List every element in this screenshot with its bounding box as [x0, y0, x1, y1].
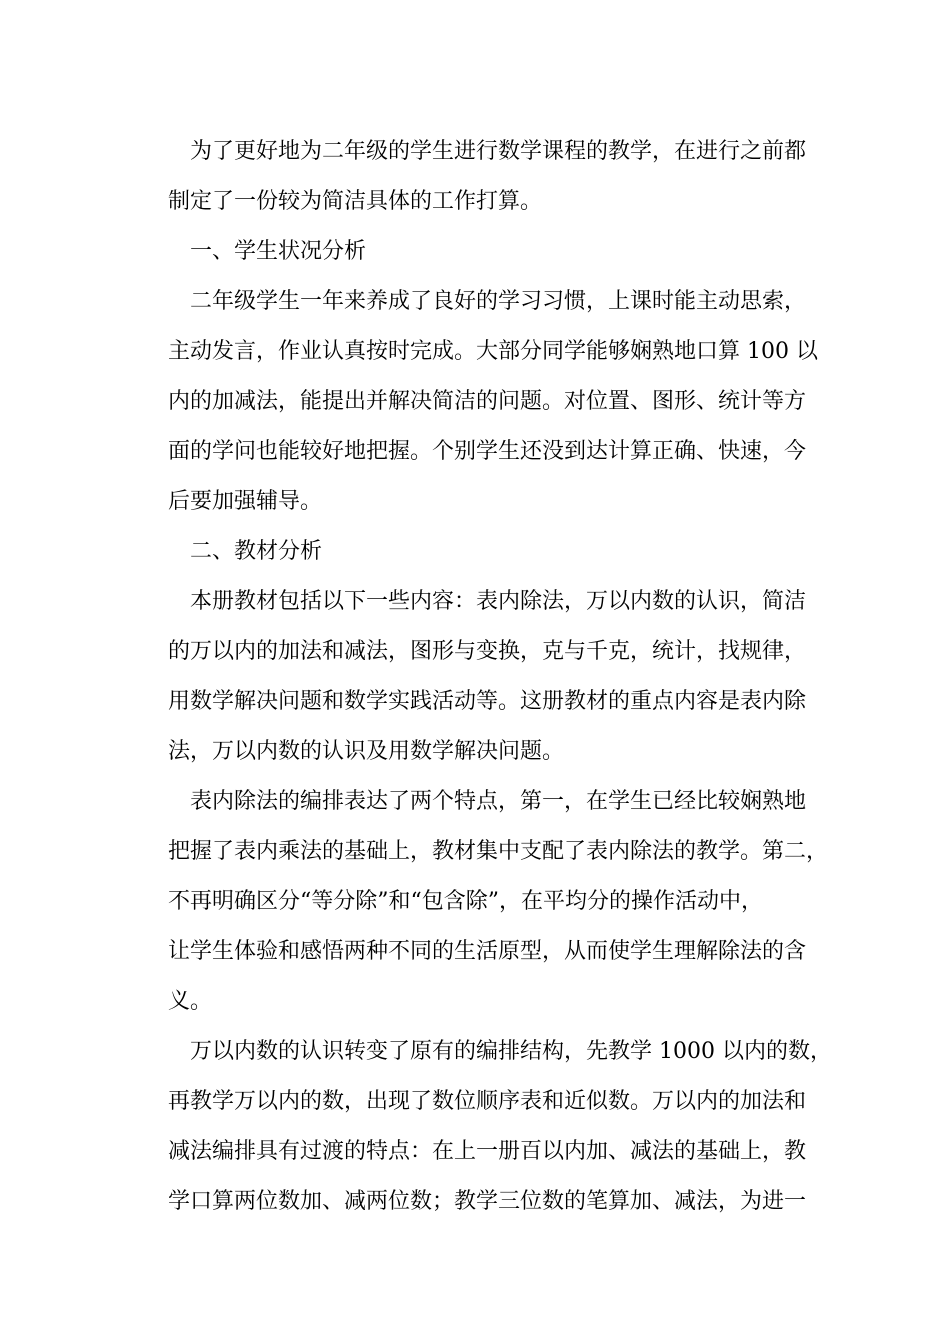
text-line: 万以内数的认识转变了原有的编排结构，先教学 1000 以内的数， — [190, 1039, 832, 1064]
section-heading-textbook-analysis — [146, 527, 826, 577]
paragraph-textbook-contents — [146, 577, 826, 777]
text-line: 表内除法的编排表达了两个特点，第一，在学生已经比较娴熟地 — [190, 789, 807, 814]
text-line: 制定了一份较为简洁具体的工作打算。 — [168, 189, 543, 214]
text-line: 的万以内的加法和减法，图形与变换，克与千克，统计，找规律， — [168, 639, 807, 664]
text-line: 再教学万以内的数，出现了数位顺序表和近似数。万以内的加法和 — [168, 1089, 807, 1114]
document-body — [146, 127, 832, 1227]
text-line: 把握了表内乘法的基础上，教材集中支配了表内除法的教学。第二， — [168, 839, 829, 864]
text-line: 义。 — [168, 989, 213, 1014]
text-line: 二年级学生一年来养成了良好的学习习惯，上课时能主动思索， — [190, 289, 807, 314]
text-line: 面的学问也能较好地把握。个别学生还没到达计算正确、快速，今 — [168, 439, 807, 464]
paragraph-student-analysis — [146, 277, 826, 527]
text-line: 法，万以内数的认识及用数学解决问题。 — [168, 739, 565, 764]
section-heading: 二、教材分析 — [190, 539, 323, 564]
text-line: 内的加减法，能提出并解决简洁的问题。对位置、图形、统计等方 — [168, 389, 807, 414]
section-heading: 一、学生状况分析 — [190, 239, 367, 264]
section-heading-student-analysis — [146, 227, 826, 277]
text-line: 让学生体验和感悟两种不同的生活原型，从而使学生理解除法的含 — [168, 939, 807, 964]
text-line: 学口算两位数加、减两位数；教学三位数的笔算加、减法，为进一 — [168, 1189, 807, 1214]
paragraph-intro — [146, 127, 826, 227]
paragraph-division — [146, 777, 829, 1027]
text-line: 用数学解决问题和数学实践活动等。这册教材的重点内容是表内除 — [168, 689, 807, 714]
text-line: 后要加强辅导。 — [168, 489, 323, 514]
text-line: 不再明确区分“等分除”和“包含除”，在平均分的操作活动中， — [168, 889, 763, 914]
text-line: 减法编排具有过渡的特点：在上一册百以内加、减法的基础上，教 — [168, 1139, 807, 1164]
paragraph-numbers-within-10000 — [146, 1027, 832, 1227]
text-line: 为了更好地为二年级的学生进行数学课程的教学，在进行之前都 — [190, 139, 807, 164]
text-line: 本册教材包括以下一些内容：表内除法，万以内数的认识，简洁 — [190, 589, 807, 614]
text-line: 主动发言，作业认真按时完成。大部分同学能够娴熟地口算 100 以 — [168, 339, 818, 364]
